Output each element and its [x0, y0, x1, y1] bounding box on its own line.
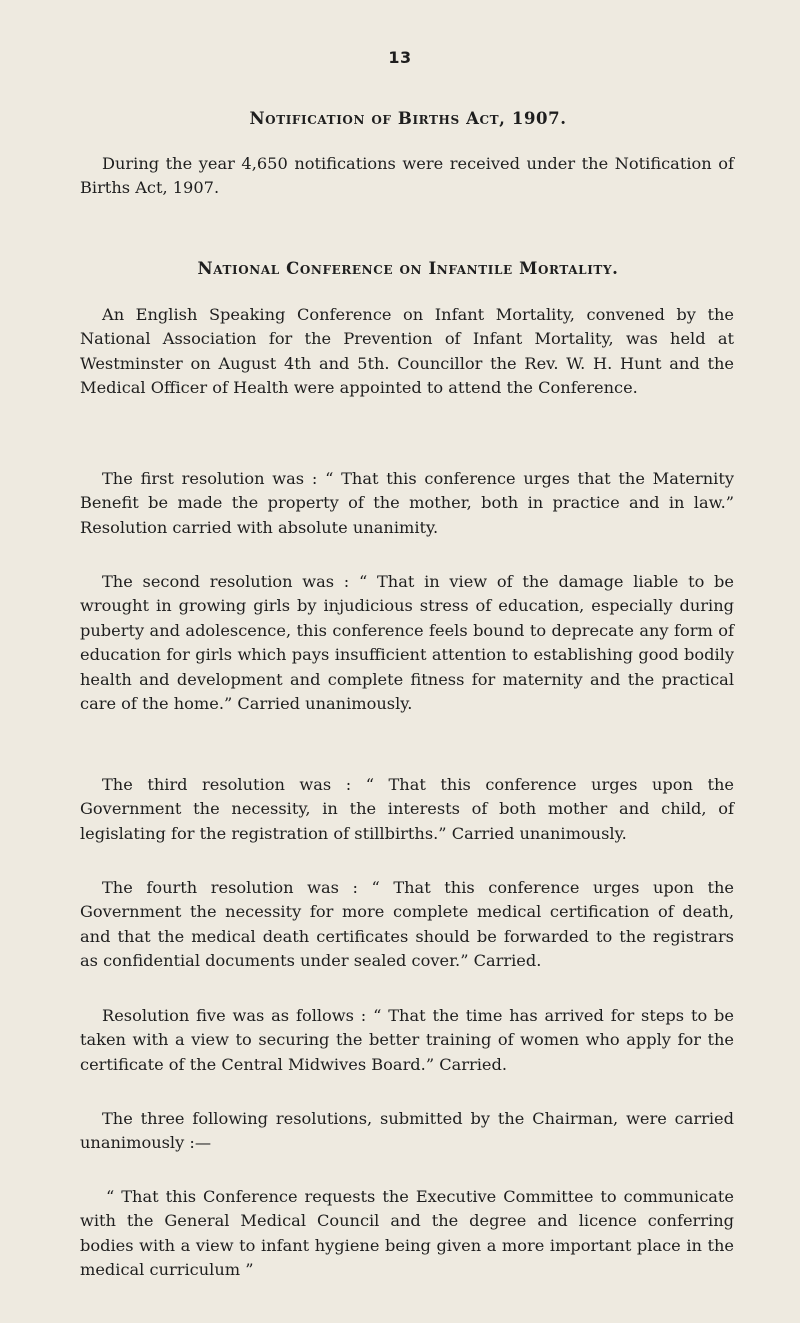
chairman-resolution-paragraph: “ That this Conference requests the Executive Committee to communicate with the General Medical Council and the degree and licence conferring bodies with a view to infant hygiene being given a more important place in the medical curriculum ” — [80, 1187, 734, 1280]
conference-heading: National Conference on Infantile Mortality. — [197, 259, 619, 278]
second-resolution-paragraph: The second resolution was : “ That in view of the damage liable to be wrought in growing girls by injudicious stress of education, especially during puberty and adolescence, this conference feels bound to deprecate any form of education for girls which pays insufficient attention to establishing good bodily health and development and complete fitness for maternity and the practical care of the home.” Carried unanimously. — [80, 572, 734, 714]
first-resolution-paragraph: The first resolution was : “ That this conference urges that the Maternity Benefit be made the property of the mother, both in practice and in law.” Resolution carried with absolute unanimity. — [80, 469, 734, 537]
third-resolution-paragraph: The third resolution was : “ That this conference urges upon the Government the necessity, in the interests of both mother and child, of legislating for the registration of stillbirths.” Carried unanimously. — [80, 775, 734, 843]
conference-intro-paragraph: An English Speaking Conference on Infant Mortality, convened by the National Association for the Prevention of Infant Mortality, was held at Westminster on August 4th and 5th. Councillor the Rev. W. H. Hunt and the Medical Officer of Health were appointed to attend the Conference. — [80, 305, 734, 398]
chairman-resolutions-intro: The three following resolutions, submitted by the Chairman, were carried unanimously :— — [80, 1109, 734, 1153]
page-number: 13 — [388, 48, 412, 67]
fifth-resolution-paragraph: Resolution five was as follows : “ That the time has arrived for steps to be taken with a view to securing the better training of women who apply for the certificate of the Central Midwives Board.” Carried. — [80, 1006, 734, 1074]
births-act-heading: Notification of Births Act, 1907. — [249, 109, 567, 128]
births-act-paragraph: During the year 4,650 notifications were received under the Notification of Births Act, 1907. — [80, 154, 734, 198]
fourth-resolution-paragraph: The fourth resolution was : “ That this conference urges upon the Government the necessity for more complete medical certification of death, and that the medical death certificates should be forwarded to the registrars as confidential documents under sealed cover.” Carried. — [80, 878, 734, 971]
